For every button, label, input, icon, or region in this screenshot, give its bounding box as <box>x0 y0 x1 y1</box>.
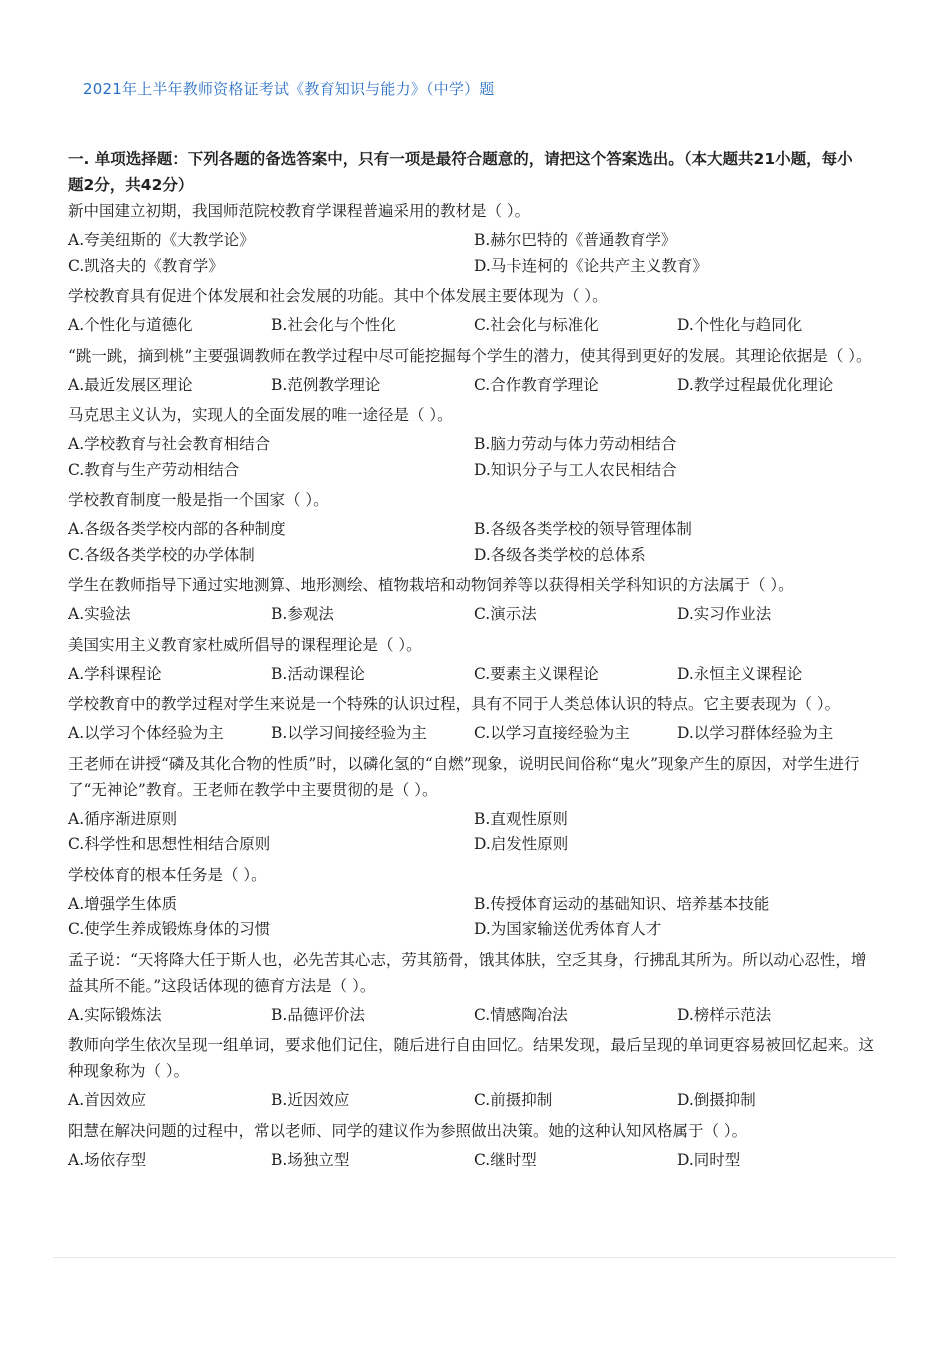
question-item <box>0 283 950 339</box>
answer-option: D.启发性原则 <box>474 835 569 853</box>
question-stem <box>0 487 876 513</box>
question-stem <box>0 947 876 999</box>
question-item <box>0 1118 950 1174</box>
section-heading: 一. 单项选择题：下列各题的备选答案中，只有一项是最符合题意的，请把这个答案选出。（本大题共21小题，每小题2分，共42分） <box>68 150 853 194</box>
option-group <box>0 373 950 399</box>
answer-option: C.凯洛夫的《教育学》 <box>68 256 224 275</box>
option-group <box>0 1003 950 1029</box>
question-item <box>0 1032 950 1114</box>
answer-option: A.实验法 <box>68 605 131 623</box>
answer-option: D.个性化与趋同化 <box>677 316 803 334</box>
question-item <box>0 343 950 399</box>
answer-option: A.个性化与道德化 <box>68 316 193 334</box>
option-group <box>0 313 950 339</box>
question-text: 学校体育的根本任务是（ ）。 <box>68 865 267 884</box>
question-item <box>0 862 950 943</box>
exam-title: 2021年上半年教师资格证考试《教育知识与能力》（中学）题 <box>83 80 495 98</box>
answer-option: A.学科课程论 <box>68 664 162 683</box>
option-group <box>0 432 950 483</box>
answer-option: B.近因效应 <box>271 1091 350 1109</box>
answer-option: C.要素主义课程论 <box>474 664 599 683</box>
answer-option: C.演示法 <box>474 605 537 623</box>
answer-option: D.知识分子与工人农民相结合 <box>474 460 677 479</box>
answer-option: B.场独立型 <box>271 1150 350 1169</box>
question-text: 孟子说：“天将降大任于斯人也，必先苦其心志，劳其筋骨，饿其体肤，空乏其身，行拂乱其所为。所以动心忍性，增益其所不能。”这段话体现的德育方法是（ ）。 <box>68 950 867 995</box>
question-text: “跳一跳，摘到桃”主要强调教师在教学过程中尽可能挖掘每个学生的潜力，使其得到更好的发展。其理论依据是（ ）。 <box>68 346 872 365</box>
option-group <box>0 1148 950 1174</box>
answer-option: C.各级各类学校的办学体制 <box>68 545 255 564</box>
question-stem <box>0 862 876 888</box>
option-group <box>0 892 950 943</box>
answer-option: D.以学习群体经验为主 <box>677 724 834 742</box>
question-stem <box>0 632 876 658</box>
question-stem <box>0 1118 876 1144</box>
answer-option: D.实习作业法 <box>677 605 772 623</box>
answer-option: B.范例教学理论 <box>271 375 381 394</box>
question-item <box>0 487 950 568</box>
answer-option: A.实际锻炼法 <box>68 1005 162 1024</box>
question-stem <box>0 283 876 309</box>
answer-option: C.使学生养成锻炼身体的习惯 <box>68 920 271 938</box>
answer-option: C.社会化与标准化 <box>474 316 599 334</box>
answer-option: C.以学习直接经验为主 <box>474 724 630 742</box>
question-text: 学校教育具有促进个体发展和社会发展的功能。其中个体发展主要体现为（ ）。 <box>68 287 608 305</box>
question-item <box>0 632 950 688</box>
answer-option: D.同时型 <box>677 1150 741 1169</box>
question-stem <box>0 691 876 717</box>
answer-option: D.各级各类学校的总体系 <box>474 545 646 564</box>
answer-option: B.以学习间接经验为主 <box>271 724 427 742</box>
question-stem <box>0 198 876 224</box>
question-item <box>0 572 950 628</box>
question-text: 学生在教师指导下通过实地测算、地形测绘、植物栽培和动物饲养等以获得相关学科知识的方法属于（ ）。 <box>68 576 794 594</box>
question-text: 学校教育制度一般是指一个国家（ ）。 <box>68 491 329 509</box>
question-item <box>0 751 950 858</box>
bottom-divider <box>53 1257 896 1258</box>
answer-option: C.科学性和思想性相结合原则 <box>68 835 271 853</box>
answer-option: A.最近发展区理论 <box>68 375 193 394</box>
question-text: 王老师在讲授“磷及其化合物的性质”时，以磷化氢的“自燃”现象，说明民间俗称“鬼火”现象产生的原因，对学生进行了“无神论”教育。王老师在教学中主要贯彻的是（ ）。 <box>68 754 860 799</box>
answer-option: A.场依存型 <box>68 1150 147 1169</box>
answer-option: C.前摄抑制 <box>474 1091 553 1109</box>
answer-option: D.为国家输送优秀体育人才 <box>474 920 662 938</box>
question-text: 教师向学生依次呈现一组单词，要求他们记住，随后进行自由回忆。结果发现，最后呈现的单词更容易被回忆起来。这种现象称为（ ）。 <box>68 1036 875 1080</box>
option-group <box>0 602 950 628</box>
option-group <box>0 228 950 279</box>
answer-option: B.各级各类学校的领导管理体制 <box>474 520 692 538</box>
answer-option: A.各级各类学校内部的各种制度 <box>68 520 286 538</box>
answer-option: B.活动课程论 <box>271 664 365 683</box>
question-item <box>0 402 950 483</box>
option-group <box>0 517 950 568</box>
question-item <box>0 198 950 279</box>
answer-option: B.参观法 <box>271 605 334 623</box>
answer-option: A.夸美纽斯的《大教学论》 <box>68 231 255 249</box>
question-list <box>0 198 950 1177</box>
option-group <box>0 1088 950 1114</box>
answer-option: B.品德评价法 <box>271 1005 365 1024</box>
question-stem <box>0 402 876 428</box>
answer-option: D.教学过程最优化理论 <box>677 375 834 394</box>
answer-option: A.学校教育与社会教育相结合 <box>68 435 271 453</box>
answer-option: C.教育与生产劳动相结合 <box>68 460 240 479</box>
question-stem <box>0 751 876 803</box>
question-text: 阳慧在解决问题的过程中，常以老师、同学的建议作为参照做出决策。她的这种认知风格属于（ ）。 <box>68 1121 748 1140</box>
question-stem <box>0 572 876 598</box>
answer-option: B.传授体育运动的基础知识、培养基本技能 <box>474 894 770 913</box>
answer-option: A.以学习个体经验为主 <box>68 724 224 742</box>
question-text: 学校教育中的教学过程对学生来说是一个特殊的认识过程，具有不同于人类总体认识的特点。它主要表现为（ ）。 <box>68 695 841 713</box>
question-item <box>0 947 950 1029</box>
question-text: 马克思主义认为，实现人的全面发展的唯一途径是（ ）。 <box>68 406 453 424</box>
answer-option: B.直观性原则 <box>474 809 568 828</box>
question-stem <box>0 1032 876 1084</box>
answer-option: A.循序渐进原则 <box>68 809 178 828</box>
option-group <box>0 662 950 688</box>
option-group <box>0 721 950 747</box>
answer-option: B.赫尔巴特的《普通教育学》 <box>474 231 677 249</box>
answer-option: D.倒摄抑制 <box>677 1091 756 1109</box>
question-item <box>0 691 950 747</box>
answer-option: C.合作教育学理论 <box>474 375 599 394</box>
answer-option: C.情感陶冶法 <box>474 1005 568 1024</box>
answer-option: B.脑力劳动与体力劳动相结合 <box>474 435 677 453</box>
answer-option: A.增强学生体质 <box>68 894 178 913</box>
answer-option: D.永恒主义课程论 <box>677 664 803 683</box>
question-text: 美国实用主义教育家杜威所倡导的课程理论是（ ）。 <box>68 635 422 654</box>
answer-option: D.榜样示范法 <box>677 1005 772 1024</box>
question-stem <box>0 343 876 369</box>
answer-option: B.社会化与个性化 <box>271 316 396 334</box>
answer-option: D.马卡连柯的《论共产主义教育》 <box>474 256 708 275</box>
answer-option: A.首因效应 <box>68 1091 147 1109</box>
question-text: 新中国建立初期，我国师范院校教育学课程普遍采用的教材是（ ）。 <box>68 202 531 220</box>
option-group <box>0 807 950 858</box>
answer-option: C.继时型 <box>474 1150 537 1169</box>
